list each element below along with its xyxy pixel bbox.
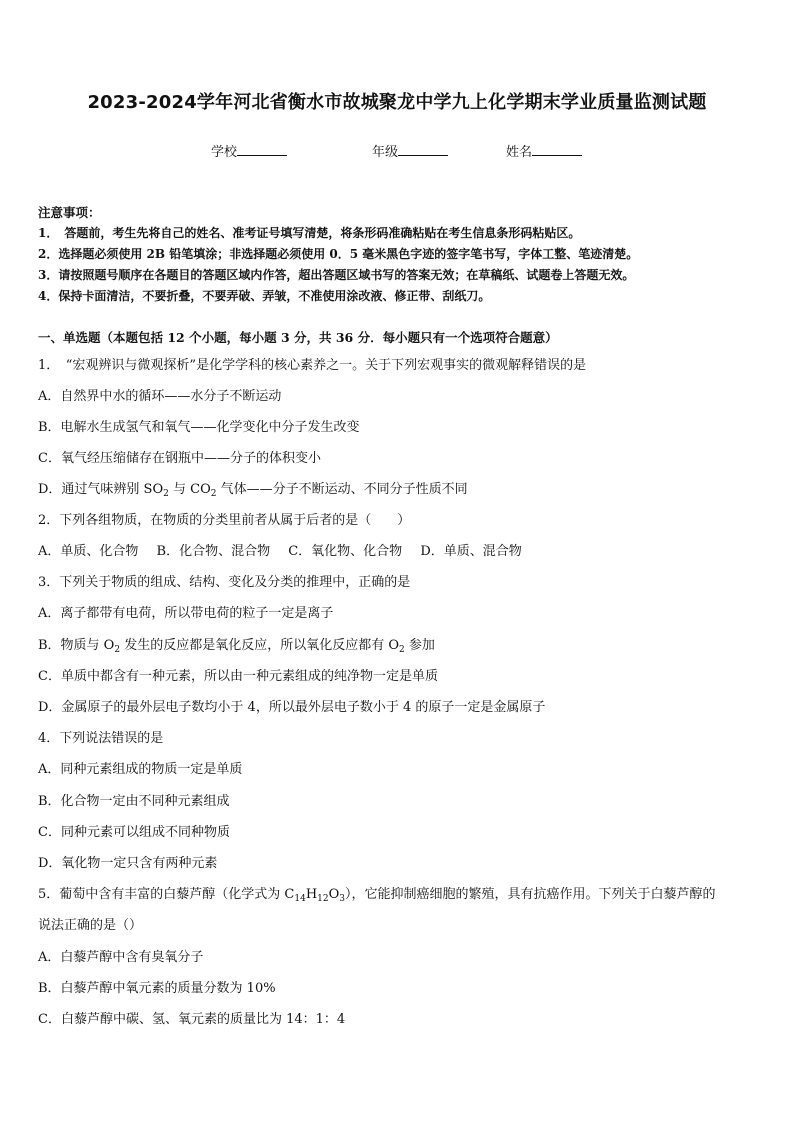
q5-option-b: B．白藜芦醇中氧元素的质量分数为 10% (38, 981, 276, 996)
q1-option-b: B．电解水生成氢气和氧气——化学变化中分子发生改变 (38, 420, 360, 435)
note-item: 3．请按照题号顺序在各题目的答题区域内作答，超出答题区域书写的答案无效；在草稿纸、试题卷上答题无效。 (38, 268, 635, 282)
q1-option-c: C．氧气经压缩储存在钢瓶中——分子的体积变小 (38, 451, 321, 466)
name-field (506, 141, 582, 160)
q3-stem: 3．下列关于物质的组成、结构、变化及分类的推理中，正确的是 (38, 575, 411, 590)
q1-option-d (38, 478, 468, 497)
subscript: 3 (339, 894, 346, 904)
q5-text: O (328, 887, 340, 902)
q5-stem (38, 883, 716, 902)
q5-text: H (305, 887, 318, 902)
q4-option-b: B．化合物一定由不同种元素组成 (38, 794, 230, 809)
subscript: 2 (399, 645, 405, 655)
q5-text: ），它能抑制癌细胞的繁殖，具有抗癌作用。下列关于白藜芦醇的 (345, 887, 716, 902)
q2-option-a: A．单质、化合物 (38, 544, 139, 559)
q3-b-text: 参加 (404, 638, 435, 653)
q5-text: 5．葡萄中含有丰富的白藜芦醇（化学式为 C (38, 887, 295, 902)
q4-option-a: A．同种元素组成的物质一定是单质 (38, 762, 243, 777)
q4-option-c: C．同种元素可以组成不同种物质 (38, 825, 230, 840)
q3-b-text: B．物质与 O (38, 638, 115, 653)
q4-stem: 4．下列说法错误的是 (38, 731, 164, 746)
subscript: 14 (294, 894, 306, 904)
q3-option-c: C．单质中都含有一种元素，所以由一种元素组成的纯净物一定是单质 (38, 669, 438, 684)
school-blank (237, 143, 287, 156)
note-item: 2．选择题必须使用 2B 铅笔填涂；非选择题必须使用 0．5 毫米黑色字迹的签字笔书写，字体工整、笔迹清楚。 (38, 247, 639, 261)
q1-stem: 1． “宏观辨识与微观探析”是化学学科的核心素养之一。关于下列宏观事实的微观解释错误的是 (38, 358, 587, 373)
subscript: 2 (163, 489, 169, 499)
section-heading: 一、单选题（本题包括 12 个小题，每小题 3 分，共 36 分．每小题只有一个选项符合题意） (38, 330, 558, 345)
q2-stem: 2．下列各组物质，在物质的分类里前者从属于后者的是（ ） (38, 513, 411, 528)
grade-label: 年级 (372, 145, 399, 160)
q2-option-b: B．化合物、混合物 (156, 544, 271, 559)
note-item: 4．保持卡面清洁，不要折叠，不要弄破、弄皱，不准使用涂改液、修正带、刮纸刀。 (38, 289, 491, 303)
subscript: 12 (317, 894, 329, 904)
school-field (211, 141, 287, 160)
subscript: 2 (114, 645, 121, 655)
q4-option-d: D．氧化物一定只含有两种元素 (38, 856, 218, 871)
q2-option-c: C．氧化物、化合物 (288, 544, 403, 559)
q1-d-text: 气体——分子不断运动、不同分子性质不同 (216, 482, 468, 497)
page-title: 2023-2024学年河北省衡水市故城聚龙中学九上化学期末学业质量监测试题 (87, 92, 707, 113)
q1-option-a: A．自然界中水的循环——水分子不断运动 (38, 389, 282, 404)
q3-b-text: 发生的反应都是氧化反应，所以氧化反应都有 O (120, 638, 400, 653)
q3-option-d: D．金属原子的最外层电子数均小于 4，所以最外层电子数小于 4 的原子一定是金属原子 (38, 700, 546, 715)
name-blank (532, 143, 582, 156)
q5-option-a: A．白藜芦醇中含有臭氧分子 (38, 950, 204, 965)
q3-option-a: A．离子都带有电荷，所以带电荷的粒子一定是离子 (38, 606, 334, 621)
note-item: 1． 答题前，考生先将自己的姓名、准考证号填写清楚，将条形码准确粘贴在考生信息条形码粘贴区。 (38, 226, 581, 240)
q3-option-b (38, 634, 435, 653)
q5-option-c: C．白藜芦醇中碳、氢、氧元素的质量比为 14：1：4 (38, 1012, 346, 1027)
q1-d-text: D．通过气味辨别 SO (38, 482, 164, 497)
q2-option-d: D．单质、混合物 (420, 544, 522, 559)
grade-field (372, 141, 448, 160)
q1-d-text: 与 CO (168, 482, 211, 497)
q5-stem-line2: 说法正确的是（） (38, 918, 143, 933)
notes-heading: 注意事项： (38, 205, 101, 220)
subscript: 2 (210, 489, 217, 499)
grade-blank (398, 143, 448, 156)
name-label: 姓名 (506, 145, 533, 160)
q2-options (38, 540, 536, 559)
school-label: 学校 (211, 145, 238, 160)
